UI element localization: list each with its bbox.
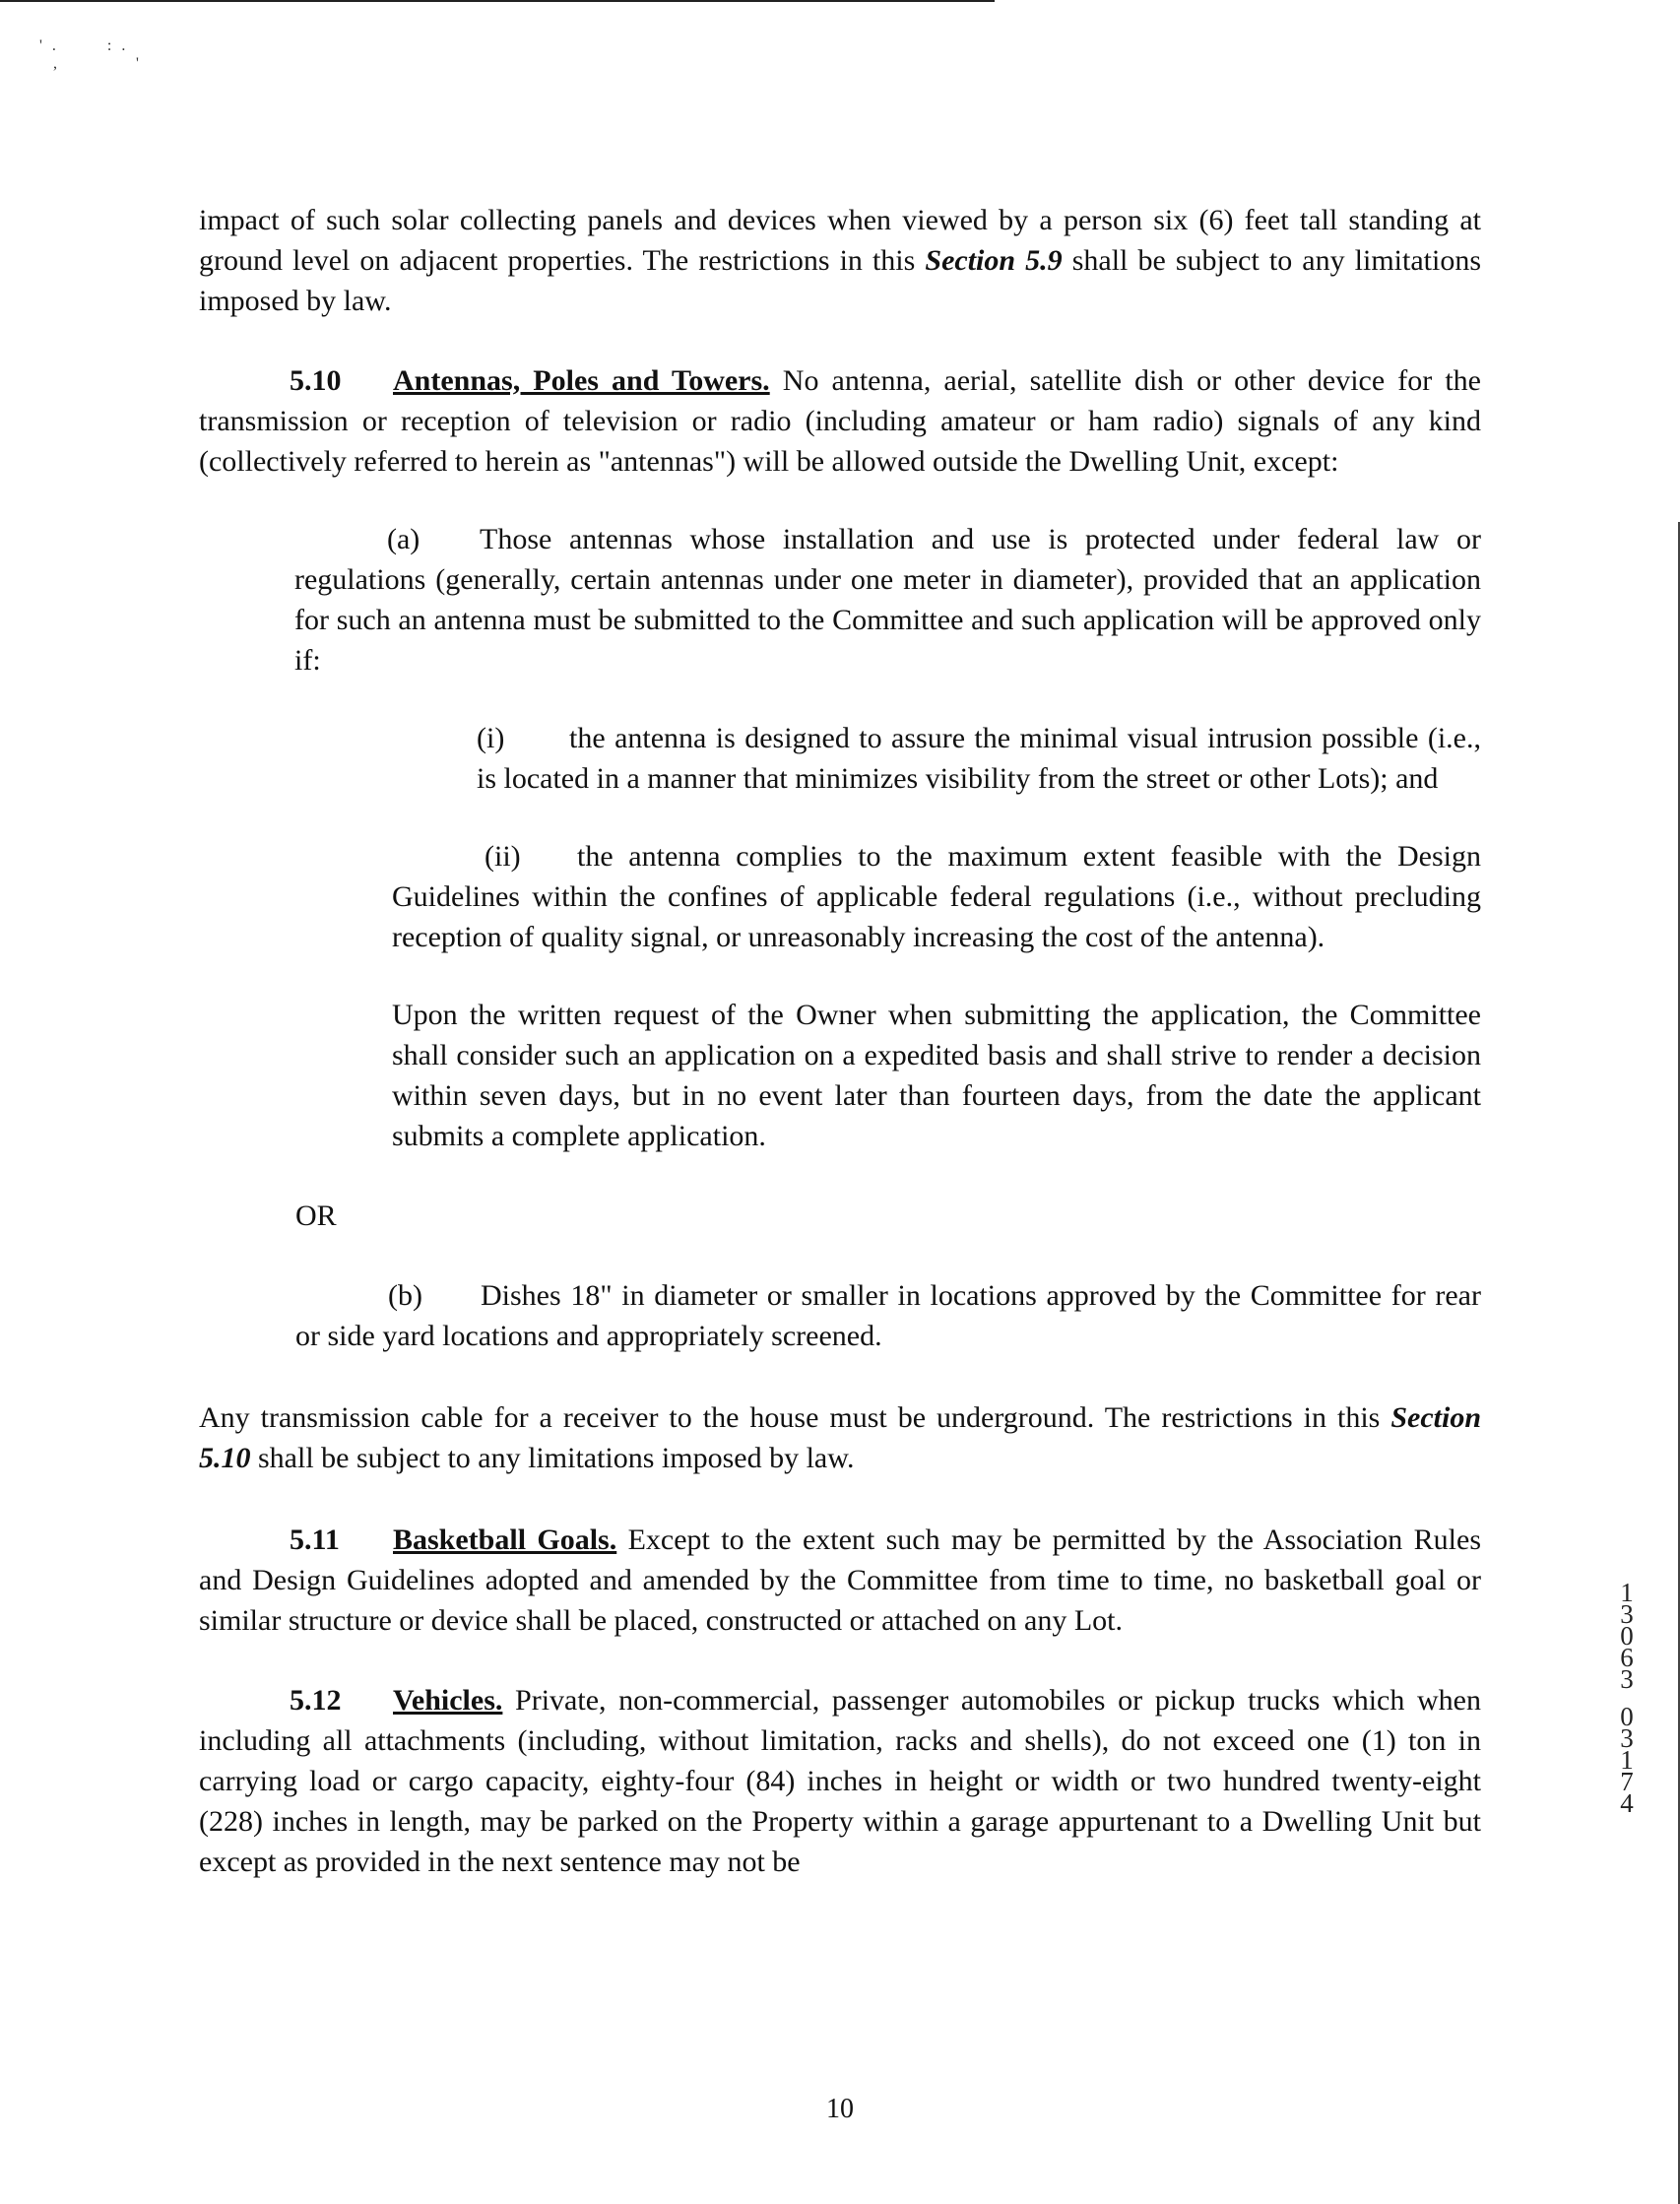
section-body: Except to the extent such may be permitted by the Association Rules and Design Guidelines adopted and amended by the Committee from time to time, no basketball goal or similar structure or device shall be placed, constructed or attached on any Lot. — [199, 1523, 1481, 1637]
section-5-10 — [199, 360, 1481, 482]
section-number: 5.12 — [290, 1684, 342, 1717]
section-title: Vehicles. — [393, 1684, 503, 1717]
scan-specks: '. :. , ' — [39, 37, 149, 72]
intro-text: impact of such solar collecting panels and devices when viewed by a person six (6) feet tall standing at ground level on adjacent properties. The restrictions in this — [199, 204, 1481, 277]
section-5-12 — [199, 1680, 1481, 1882]
transmission-text-end: shall be subject to any limitations imposed by law. — [250, 1442, 855, 1474]
item-text: the antenna complies to the maximum extent feasible with the Design Guidelines within the confines of applicable federal regulations (i.e., without precluding reception of quality signal, or unreasonably increasing the cost of the antenna). — [392, 840, 1481, 953]
section-number: 5.11 — [290, 1523, 340, 1556]
item-marker: (a) — [387, 523, 420, 555]
stamp-digit: 1 — [1620, 1578, 1634, 1607]
stamp-digit: 3 — [1620, 1723, 1634, 1753]
section-title: Antennas, Poles and Towers. — [393, 364, 770, 397]
section-reference: Section 5.10 — [199, 1401, 1481, 1474]
item-text: the antenna is designed to assure the minimal visual intrusion possible (i.e., is located in a manner that minimizes visibility from the street or other Lots); and — [477, 722, 1481, 795]
page-number: 10 — [826, 2094, 854, 2124]
section-5-11 — [199, 1520, 1481, 1641]
margin-document-number — [1615, 1578, 1639, 1818]
scan-edge-top — [0, 0, 995, 2]
stamp-digit: 0 — [1620, 1621, 1634, 1651]
section-number: 5.10 — [290, 364, 342, 397]
section-body: Private, non-commercial, passenger automobiles or pickup trucks which when including all attachments (including, without limitation, racks and shells), do not exceed one (1) ton in carrying load or cargo capacity, eighty-four (84) inches in height or width or two hundred twenty-eight (228) inches in length, may be parked on the Property within a garage appurtenant to a Dwelling Unit but except as provided in the next sentence may not be — [199, 1684, 1481, 1878]
item-b — [295, 1275, 1481, 1356]
section-body: No antenna, aerial, satellite dish or other device for the transmission or reception of television or radio (including amateur or ham radio) signals of any kind (collectively referred to herein as "antennas") will be allowed outside the Dwelling Unit, except: — [199, 364, 1482, 478]
stamp-digit: 3 — [1620, 1599, 1634, 1629]
stamp-digit: 4 — [1620, 1788, 1634, 1818]
transmission-text: Any transmission cable for a receiver to the house must be underground. The restrictions in this — [199, 1401, 1391, 1434]
section-title: Basketball Goals. — [393, 1523, 617, 1556]
transmission-paragraph — [199, 1397, 1481, 1478]
stamp-digit: 6 — [1620, 1643, 1634, 1672]
item-ii — [392, 836, 1481, 957]
document-page — [199, 200, 1481, 1882]
or-separator: OR — [295, 1199, 337, 1232]
intro-text-end: shall be subject to any limitations imposed by law. — [199, 244, 1481, 317]
stamp-digit: 0 — [1620, 1702, 1634, 1731]
item-marker: (ii) — [485, 840, 521, 873]
item-a — [294, 519, 1481, 681]
stamp-digit: 3 — [1620, 1664, 1634, 1694]
item-text: Dishes 18" in diameter or smaller in locations approved by the Committee for rear or side yard locations and appropriately screened. — [295, 1279, 1481, 1352]
intro-paragraph — [199, 200, 1481, 321]
item-marker: (b) — [388, 1279, 422, 1312]
upon-request-paragraph: Upon the written request of the Owner when submitting the application, the Committee shall consider such an application on a expedited basis and shall strive to render a decision within seven days, but in no event later than fourteen days, from the date the applicant submits a complete application. — [392, 999, 1481, 1152]
stamp-digit: 7 — [1620, 1767, 1634, 1796]
section-reference: Section 5.9 — [925, 244, 1063, 277]
stamp-digit: 1 — [1620, 1745, 1634, 1775]
item-marker: (i) — [477, 722, 505, 754]
item-text: Those antennas whose installation and use is protected under federal law or regulations (generally, certain antennas under one meter in diameter), provided that an application for such an antenna must be submitted to the Committee and such application will be approved only if: — [294, 523, 1481, 677]
item-i — [477, 718, 1481, 799]
